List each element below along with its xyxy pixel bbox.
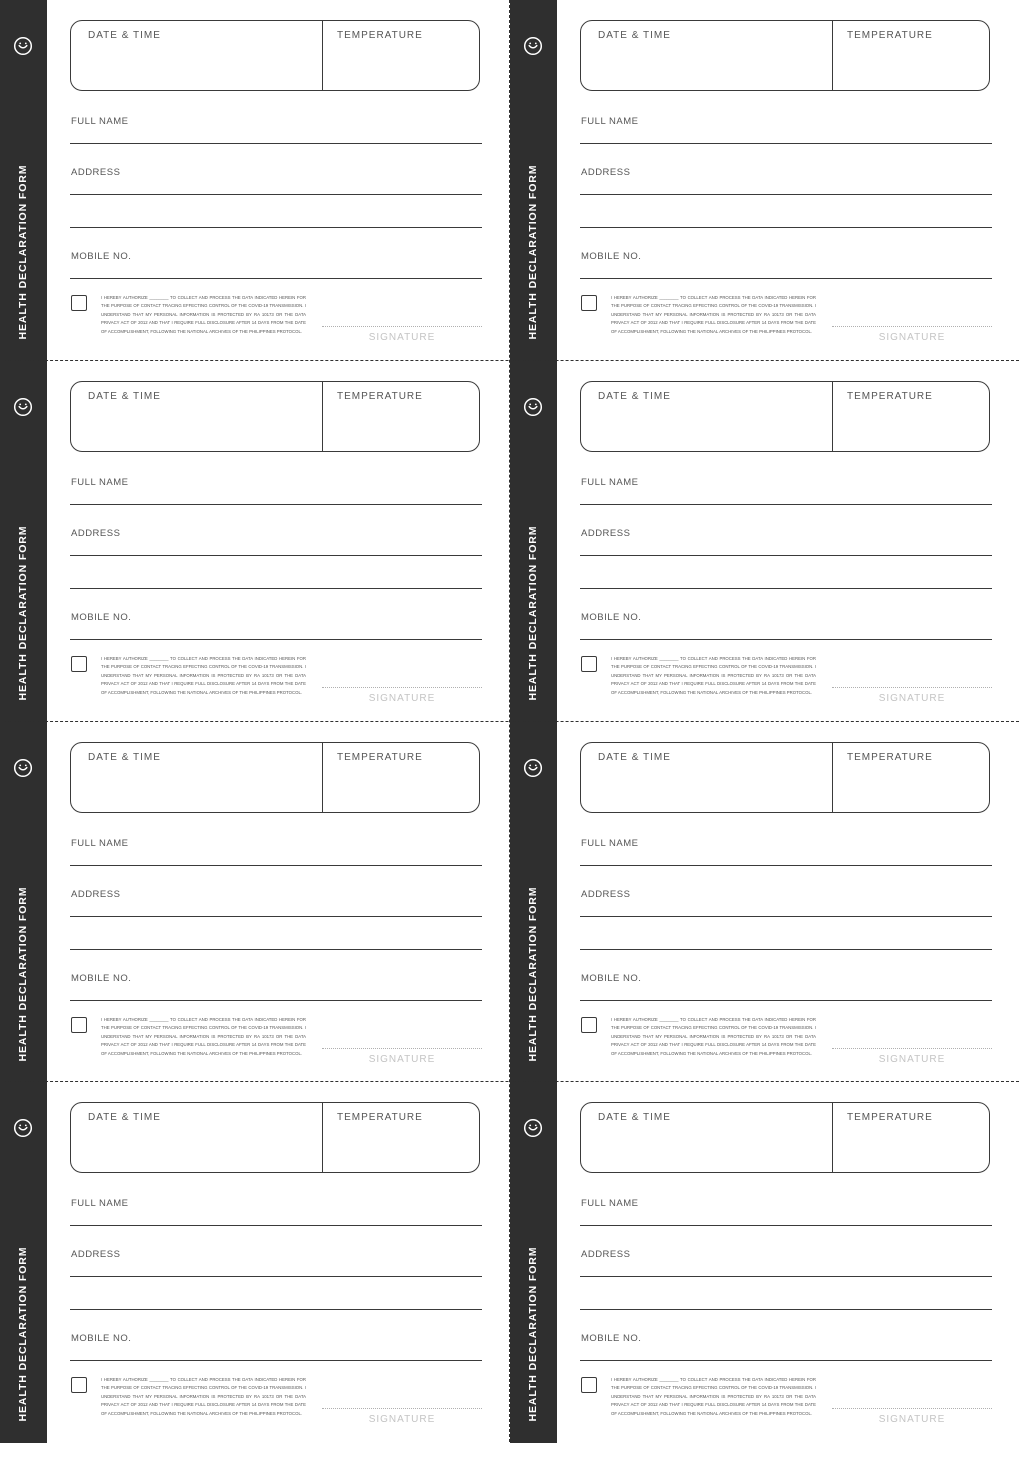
box-divider <box>322 1103 323 1172</box>
smiley-icon <box>523 1118 543 1138</box>
full-name-label: FULL NAME <box>581 477 639 488</box>
smiley-icon <box>523 758 543 778</box>
form-spine <box>0 0 47 361</box>
smiley-icon <box>523 36 543 56</box>
consent-text: I HEREBY AUTHORIZE ________ TO COLLECT AND PROCESS THE DATA INDICATED HEREIN FOR THE PURPOSE OF CONTACT TRACING EFFECTING CONTROL OF THE COVID-19 TRANSMISSION. I UNDERSTAND THAT MY PERSONAL INFORMATION IS PROTECTED BY RA 10173 OR THE DATA PRIVACY ACT OF 2012 AND THAT I REQUIRE FULL DISCLOSURE AFTER 14 DAYS FROM THE DATE OF ACCOMPLISHMENT, FOLLOWING THE NATIONAL ARCHIVES OF THE PHILIPPINES PROTOCOL. <box>101 295 306 334</box>
date-temperature-box <box>70 742 480 813</box>
full-name-line[interactable] <box>580 504 992 505</box>
consent-checkbox[interactable] <box>71 1017 87 1033</box>
signature-label: SIGNATURE <box>878 1054 946 1065</box>
smiley-icon <box>13 1118 33 1138</box>
signature-label: SIGNATURE <box>878 693 946 704</box>
date-time-label: DATE & TIME <box>598 752 671 763</box>
horizontal-cut-line <box>0 1081 1019 1082</box>
consent-text: I HEREBY AUTHORIZE ________ TO COLLECT AND PROCESS THE DATA INDICATED HEREIN FOR THE PURPOSE OF CONTACT TRACING EFFECTING CONTROL OF THE COVID-19 TRANSMISSION. I UNDERSTAND THAT MY PERSONAL INFORMATION IS PROTECTED BY RA 10173 OR THE DATA PRIVACY ACT OF 2012 AND THAT I REQUIRE FULL DISCLOSURE AFTER 14 DAYS FROM THE DATE OF ACCOMPLISHMENT, FOLLOWING THE NATIONAL ARCHIVES OF THE PHILIPPINES PROTOCOL. <box>611 656 816 695</box>
address-label: ADDRESS <box>71 167 121 178</box>
signature-line[interactable] <box>832 1048 992 1049</box>
form-spine <box>510 0 557 361</box>
address-line-2[interactable] <box>70 588 482 589</box>
address-label: ADDRESS <box>581 1249 631 1260</box>
full-name-line[interactable] <box>580 1225 992 1226</box>
signature-line[interactable] <box>832 1408 992 1409</box>
temperature-label: TEMPERATURE <box>847 391 933 402</box>
health-form-card <box>510 0 1019 361</box>
form-title: HEALTH DECLARATION FORM <box>17 164 29 340</box>
consent-checkbox[interactable] <box>581 1377 597 1393</box>
box-divider <box>322 382 323 451</box>
full-name-label: FULL NAME <box>71 1198 129 1209</box>
form-title: HEALTH DECLARATION FORM <box>527 525 539 701</box>
address-label: ADDRESS <box>581 889 631 900</box>
temperature-label: TEMPERATURE <box>337 1112 423 1123</box>
consent-text: I HEREBY AUTHORIZE ________ TO COLLECT AND PROCESS THE DATA INDICATED HEREIN FOR THE PURPOSE OF CONTACT TRACING EFFECTING CONTROL OF THE COVID-19 TRANSMISSION. I UNDERSTAND THAT MY PERSONAL INFORMATION IS PROTECTED BY RA 10173 OR THE DATA PRIVACY ACT OF 2012 AND THAT I REQUIRE FULL DISCLOSURE AFTER 14 DAYS FROM THE DATE OF ACCOMPLISHMENT, FOLLOWING THE NATIONAL ARCHIVES OF THE PHILIPPINES PROTOCOL. <box>611 1377 816 1416</box>
date-time-label: DATE & TIME <box>88 1112 161 1123</box>
address-line-2[interactable] <box>580 949 992 950</box>
health-form-card <box>0 722 510 1083</box>
full-name-label: FULL NAME <box>71 838 129 849</box>
signature-label: SIGNATURE <box>368 1414 436 1425</box>
date-temperature-box <box>580 1102 990 1173</box>
address-line-2[interactable] <box>70 949 482 950</box>
signature-line[interactable] <box>832 326 992 327</box>
box-divider <box>832 743 833 812</box>
full-name-line[interactable] <box>70 504 482 505</box>
signature-line[interactable] <box>322 1048 482 1049</box>
consent-text: I HEREBY AUTHORIZE ________ TO COLLECT AND PROCESS THE DATA INDICATED HEREIN FOR THE PURPOSE OF CONTACT TRACING EFFECTING CONTROL OF THE COVID-19 TRANSMISSION. I UNDERSTAND THAT MY PERSONAL INFORMATION IS PROTECTED BY RA 10173 OR THE DATA PRIVACY ACT OF 2012 AND THAT I REQUIRE FULL DISCLOSURE AFTER 14 DAYS FROM THE DATE OF ACCOMPLISHMENT, FOLLOWING THE NATIONAL ARCHIVES OF THE PHILIPPINES PROTOCOL. <box>101 1017 306 1056</box>
full-name-line[interactable] <box>70 865 482 866</box>
signature-line[interactable] <box>322 687 482 688</box>
address-line-1[interactable] <box>580 1276 992 1277</box>
full-name-label: FULL NAME <box>581 838 639 849</box>
date-time-label: DATE & TIME <box>598 30 671 41</box>
consent-checkbox[interactable] <box>71 1377 87 1393</box>
box-divider <box>322 21 323 90</box>
date-time-label: DATE & TIME <box>88 752 161 763</box>
box-divider <box>832 1103 833 1172</box>
full-name-label: FULL NAME <box>71 116 129 127</box>
date-time-label: DATE & TIME <box>88 30 161 41</box>
date-time-label: DATE & TIME <box>88 391 161 402</box>
box-divider <box>322 743 323 812</box>
smiley-icon <box>523 397 543 417</box>
form-spine <box>0 361 47 722</box>
consent-text: I HEREBY AUTHORIZE ________ TO COLLECT AND PROCESS THE DATA INDICATED HEREIN FOR THE PURPOSE OF CONTACT TRACING EFFECTING CONTROL OF THE COVID-19 TRANSMISSION. I UNDERSTAND THAT MY PERSONAL INFORMATION IS PROTECTED BY RA 10173 OR THE DATA PRIVACY ACT OF 2012 AND THAT I REQUIRE FULL DISCLOSURE AFTER 14 DAYS FROM THE DATE OF ACCOMPLISHMENT, FOLLOWING THE NATIONAL ARCHIVES OF THE PHILIPPINES PROTOCOL. <box>101 1377 306 1416</box>
consent-text: I HEREBY AUTHORIZE ________ TO COLLECT AND PROCESS THE DATA INDICATED HEREIN FOR THE PURPOSE OF CONTACT TRACING EFFECTING CONTROL OF THE COVID-19 TRANSMISSION. I UNDERSTAND THAT MY PERSONAL INFORMATION IS PROTECTED BY RA 10173 OR THE DATA PRIVACY ACT OF 2012 AND THAT I REQUIRE FULL DISCLOSURE AFTER 14 DAYS FROM THE DATE OF ACCOMPLISHMENT, FOLLOWING THE NATIONAL ARCHIVES OF THE PHILIPPINES PROTOCOL. <box>101 656 306 695</box>
form-title: HEALTH DECLARATION FORM <box>17 1246 29 1422</box>
box-divider <box>832 382 833 451</box>
consent-text: I HEREBY AUTHORIZE ________ TO COLLECT AND PROCESS THE DATA INDICATED HEREIN FOR THE PURPOSE OF CONTACT TRACING EFFECTING CONTROL OF THE COVID-19 TRANSMISSION. I UNDERSTAND THAT MY PERSONAL INFORMATION IS PROTECTED BY RA 10173 OR THE DATA PRIVACY ACT OF 2012 AND THAT I REQUIRE FULL DISCLOSURE AFTER 14 DAYS FROM THE DATE OF ACCOMPLISHMENT, FOLLOWING THE NATIONAL ARCHIVES OF THE PHILIPPINES PROTOCOL. <box>611 295 816 334</box>
mobile-label: MOBILE NO. <box>581 612 642 623</box>
consent-checkbox[interactable] <box>71 656 87 672</box>
temperature-label: TEMPERATURE <box>847 1112 933 1123</box>
consent-checkbox[interactable] <box>581 656 597 672</box>
form-title: HEALTH DECLARATION FORM <box>527 886 539 1062</box>
temperature-label: TEMPERATURE <box>337 391 423 402</box>
mobile-label: MOBILE NO. <box>581 1333 642 1344</box>
date-temperature-box <box>70 1102 480 1173</box>
address-line-1[interactable] <box>70 1276 482 1277</box>
full-name-line[interactable] <box>70 1225 482 1226</box>
mobile-line[interactable] <box>70 278 482 279</box>
address-line-1[interactable] <box>580 555 992 556</box>
form-title: HEALTH DECLARATION FORM <box>527 164 539 340</box>
address-line-1[interactable] <box>580 916 992 917</box>
signature-label: SIGNATURE <box>368 1054 436 1065</box>
address-line-1[interactable] <box>580 194 992 195</box>
date-temperature-box <box>580 742 990 813</box>
health-form-card <box>0 1082 510 1443</box>
health-form-card <box>510 1082 1019 1443</box>
full-name-label: FULL NAME <box>581 116 639 127</box>
address-line-2[interactable] <box>70 227 482 228</box>
address-line-2[interactable] <box>580 1309 992 1310</box>
address-line-1[interactable] <box>70 916 482 917</box>
mobile-line[interactable] <box>70 1000 482 1001</box>
signature-line[interactable] <box>322 326 482 327</box>
mobile-label: MOBILE NO. <box>71 1333 132 1344</box>
address-label: ADDRESS <box>71 1249 121 1260</box>
date-time-label: DATE & TIME <box>598 1112 671 1123</box>
box-divider <box>832 21 833 90</box>
form-spine <box>510 361 557 722</box>
mobile-line[interactable] <box>70 639 482 640</box>
form-spine <box>510 722 557 1083</box>
smiley-icon <box>13 397 33 417</box>
address-label: ADDRESS <box>581 528 631 539</box>
full-name-line[interactable] <box>580 143 992 144</box>
smiley-icon <box>13 36 33 56</box>
signature-label: SIGNATURE <box>368 693 436 704</box>
mobile-line[interactable] <box>70 1360 482 1361</box>
signature-label: SIGNATURE <box>368 332 436 343</box>
form-title: HEALTH DECLARATION FORM <box>17 886 29 1062</box>
signature-label: SIGNATURE <box>878 332 946 343</box>
form-title: HEALTH DECLARATION FORM <box>527 1246 539 1422</box>
horizontal-cut-line <box>0 360 1019 361</box>
health-form-card <box>0 0 510 361</box>
full-name-line[interactable] <box>580 865 992 866</box>
health-form-card <box>510 361 1019 722</box>
mobile-label: MOBILE NO. <box>71 251 132 262</box>
consent-checkbox[interactable] <box>581 295 597 311</box>
signature-label: SIGNATURE <box>878 1414 946 1425</box>
address-line-2[interactable] <box>70 1309 482 1310</box>
horizontal-cut-line <box>0 721 1019 722</box>
address-line-1[interactable] <box>70 194 482 195</box>
full-name-label: FULL NAME <box>581 1198 639 1209</box>
form-spine <box>0 1082 47 1443</box>
mobile-label: MOBILE NO. <box>71 612 132 623</box>
form-title: HEALTH DECLARATION FORM <box>17 525 29 701</box>
mobile-label: MOBILE NO. <box>71 973 132 984</box>
health-form-card <box>0 361 510 722</box>
temperature-label: TEMPERATURE <box>337 752 423 763</box>
smiley-icon <box>13 758 33 778</box>
date-temperature-box <box>70 381 480 452</box>
full-name-label: FULL NAME <box>71 477 129 488</box>
mobile-line[interactable] <box>580 639 992 640</box>
temperature-label: TEMPERATURE <box>847 30 933 41</box>
temperature-label: TEMPERATURE <box>337 30 423 41</box>
date-temperature-box <box>580 381 990 452</box>
full-name-line[interactable] <box>70 143 482 144</box>
mobile-line[interactable] <box>580 1360 992 1361</box>
consent-text: I HEREBY AUTHORIZE ________ TO COLLECT AND PROCESS THE DATA INDICATED HEREIN FOR THE PURPOSE OF CONTACT TRACING EFFECTING CONTROL OF THE COVID-19 TRANSMISSION. I UNDERSTAND THAT MY PERSONAL INFORMATION IS PROTECTED BY RA 10173 OR THE DATA PRIVACY ACT OF 2012 AND THAT I REQUIRE FULL DISCLOSURE AFTER 14 DAYS FROM THE DATE OF ACCOMPLISHMENT, FOLLOWING THE NATIONAL ARCHIVES OF THE PHILIPPINES PROTOCOL. <box>611 1017 816 1056</box>
form-spine <box>510 1082 557 1443</box>
consent-checkbox[interactable] <box>71 295 87 311</box>
temperature-label: TEMPERATURE <box>847 752 933 763</box>
consent-checkbox[interactable] <box>581 1017 597 1033</box>
signature-line[interactable] <box>322 1408 482 1409</box>
health-form-card <box>510 722 1019 1083</box>
address-label: ADDRESS <box>71 528 121 539</box>
address-label: ADDRESS <box>581 167 631 178</box>
mobile-line[interactable] <box>580 1000 992 1001</box>
form-spine <box>0 722 47 1083</box>
signature-line[interactable] <box>832 687 992 688</box>
mobile-label: MOBILE NO. <box>581 251 642 262</box>
address-line-2[interactable] <box>580 227 992 228</box>
date-temperature-box <box>70 20 480 91</box>
date-time-label: DATE & TIME <box>598 391 671 402</box>
address-line-2[interactable] <box>580 588 992 589</box>
mobile-label: MOBILE NO. <box>581 973 642 984</box>
date-temperature-box <box>580 20 990 91</box>
address-label: ADDRESS <box>71 889 121 900</box>
address-line-1[interactable] <box>70 555 482 556</box>
mobile-line[interactable] <box>580 278 992 279</box>
